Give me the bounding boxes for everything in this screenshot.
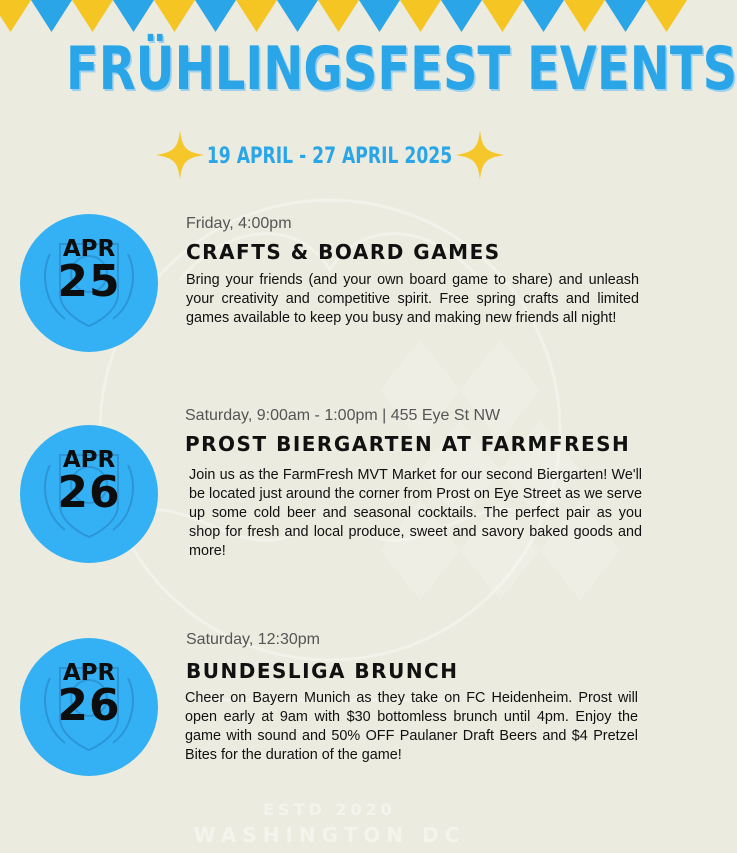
badge-day: 26 bbox=[57, 680, 121, 731]
bunting-flag bbox=[195, 0, 236, 32]
event-title: BUNDESLIGA BRUNCH bbox=[186, 659, 459, 683]
event-title: PROST BIERGARTEN AT FARMFRESH bbox=[185, 432, 631, 456]
event-time: Saturday, 12:30pm bbox=[186, 631, 321, 648]
bunting-flag bbox=[400, 0, 441, 32]
date-badge bbox=[20, 214, 158, 352]
badge-day: 25 bbox=[57, 256, 121, 307]
event-description: Bring your friends (and your own board game to share) and unleash your creativity and competitive spirit. Free spring crafts and limited games available to keep you busy and making new friends all night! bbox=[186, 272, 639, 326]
event-time: Friday, 4:00pm bbox=[186, 215, 292, 232]
bunting-flag bbox=[113, 0, 154, 32]
date-badge bbox=[20, 425, 158, 563]
bunting-flag bbox=[318, 0, 359, 32]
bunting-flag bbox=[523, 0, 564, 32]
event-dates: 19 APRIL - 27 APRIL 2025 bbox=[206, 144, 453, 169]
bunting-flag bbox=[646, 0, 687, 32]
event-description: Cheer on Bayern Munich as they take on FC Heidenheim. Prost will open early at 9am with $30 bottomless brunch until 4pm. Enjoy the game with sound and 50% OFF Paulaner Draft Beers and $4 Pretzel Bites for the duration of the game! bbox=[185, 690, 638, 763]
bunting-flag bbox=[482, 0, 523, 32]
badge-month: APR bbox=[62, 660, 116, 686]
bunting-flag bbox=[0, 0, 31, 32]
badge-month: APR bbox=[62, 447, 116, 473]
sparkle-star-icon-right bbox=[456, 130, 504, 180]
bunting-flag bbox=[441, 0, 482, 32]
page-title: FRÜHLINGSFEST EVENTS bbox=[65, 34, 737, 104]
bunting-flag bbox=[277, 0, 318, 32]
bunting-flag bbox=[72, 0, 113, 32]
event-time: Saturday, 9:00am - 1:00pm | 455 Eye St NW bbox=[185, 407, 501, 424]
bunting-flag bbox=[564, 0, 605, 32]
bunting-flag bbox=[154, 0, 195, 32]
bunting-flag bbox=[605, 0, 646, 32]
bunting-flag bbox=[31, 0, 72, 32]
bunting-flag bbox=[236, 0, 277, 32]
event-description: Join us as the FarmFresh MVT Market for our second Biergarten! We'll be located just around the corner from Prost on Eye Street as we serve up some cold beer and seasonal cocktails. The perfect pair as you shop for fresh and local produce, sweet and savory baked goods and more! bbox=[189, 467, 642, 559]
date-badge bbox=[20, 638, 158, 776]
event-title: CRAFTS & BOARD GAMES bbox=[186, 240, 501, 264]
bunting-flag bbox=[359, 0, 400, 32]
footer-city: WASHINGTON DC bbox=[193, 823, 466, 847]
badge-day: 26 bbox=[57, 467, 121, 518]
footer-established: ESTD 2020 bbox=[263, 800, 396, 819]
badge-month: APR bbox=[62, 236, 116, 262]
